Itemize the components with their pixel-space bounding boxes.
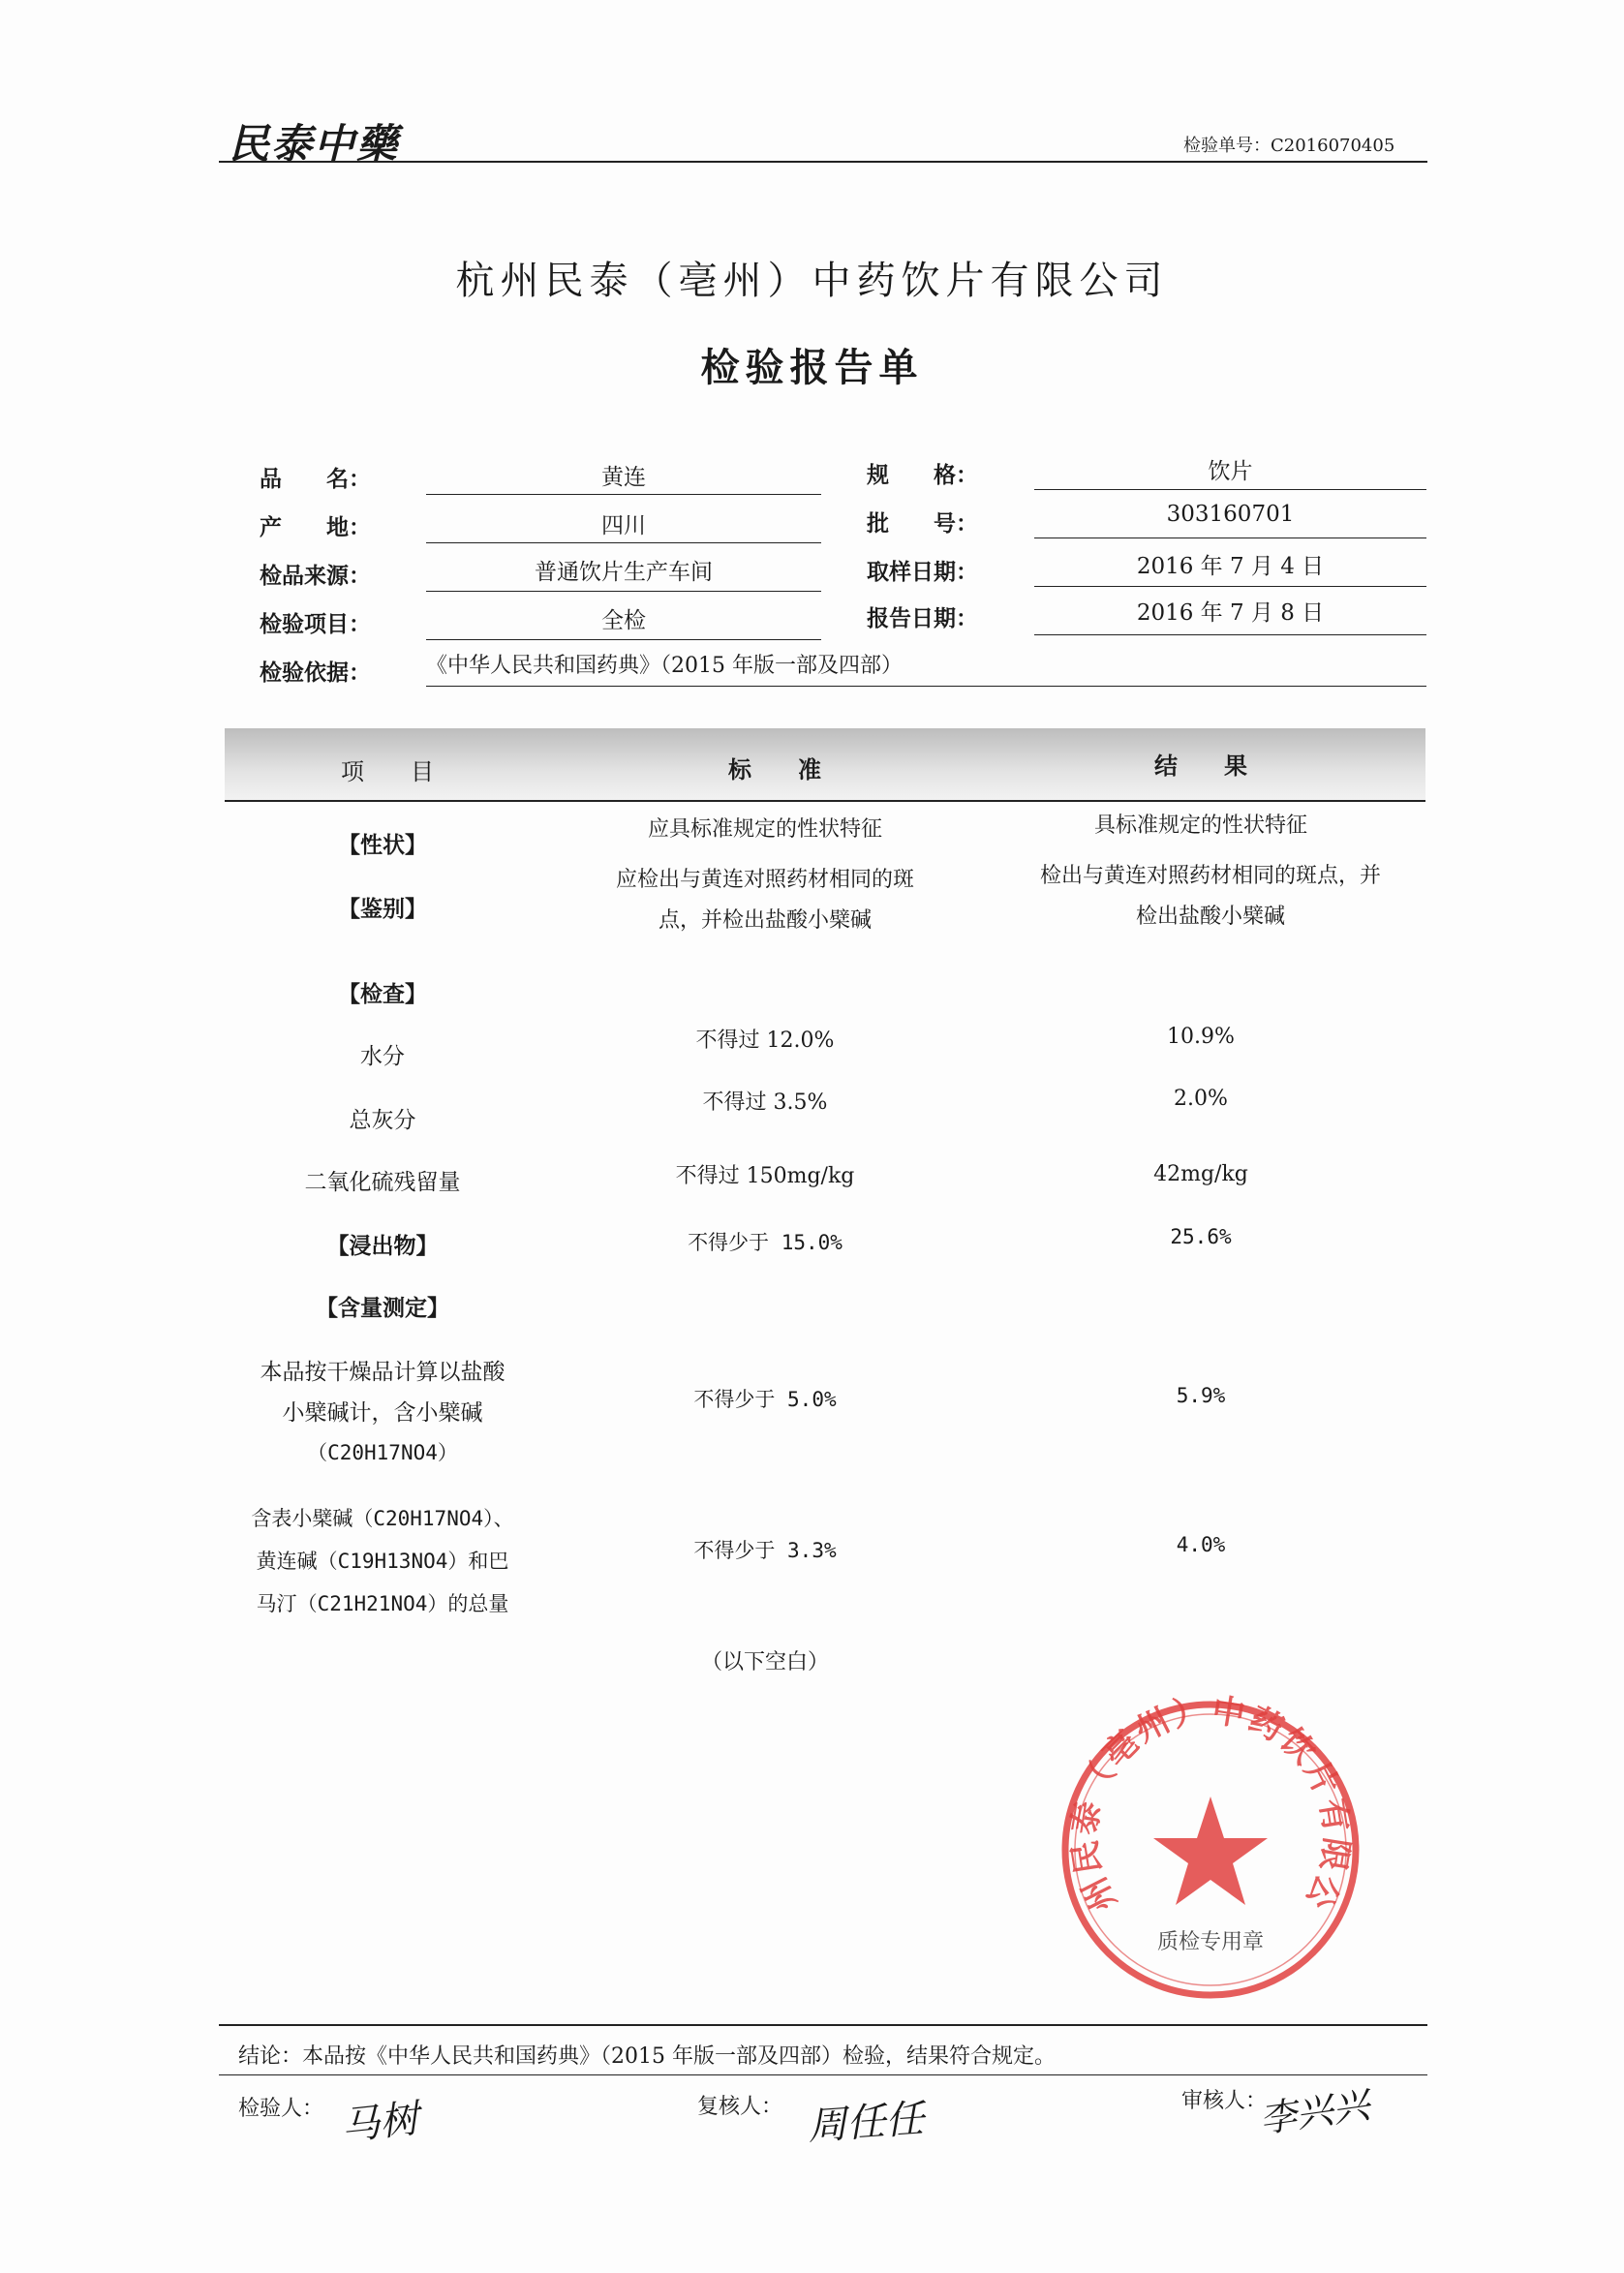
header-rule [219,161,1427,163]
row-total-item-3: 马汀（C21H21NO4）的总量 [256,1592,509,1615]
item-underline [426,639,821,640]
col-header-item: 项 目 [341,758,434,785]
row-water-standard: 不得过 12.0% [695,1029,835,1053]
row-berberine-standard: 不得少于 5.0% [693,1388,837,1411]
document-title: 检验报告单 [700,345,924,390]
row-traits-item: 【性状】 [338,832,427,858]
row-total-standard: 不得少于 3.3% [693,1539,837,1562]
row-extract-result: 25.6% [1170,1225,1232,1248]
row-so2-item: 二氧化硫残留量 [304,1170,461,1195]
conclusion-top-rule [219,2024,1427,2026]
row-water-item: 水分 [360,1044,405,1069]
reviewer-label: 复核人： [697,2095,783,2119]
col-header-result: 结 果 [1154,752,1247,780]
row-total-item-2: 黄连碱（C19H13NO4）和巴 [256,1550,509,1573]
row-total-item-1: 含表小檗碱（C20H17NO4）、 [251,1507,514,1530]
source-label: 检品来源： [260,563,371,589]
row-berberine-item-2: 小檗碱计，含小檗碱 [282,1400,483,1426]
inspector-signature: 马树 [339,2096,421,2150]
sample-date-value: 2016 年 7 月 4 日 [1136,554,1325,579]
name-label: 品 名： [260,466,371,492]
reviewer-signature: 周任任 [806,2096,926,2150]
svg-text:质检专用章: 质检专用章 [1156,1930,1265,1954]
company-logo: 民泰中藥 [229,120,400,168]
conclusion-text: 结论：本品按《中华人民共和国药典》（2015 年版一部及四部）检验，结果符合规定。 [238,2044,1056,2069]
row-ash-result: 2.0% [1174,1087,1228,1111]
batch-value: 303160701 [1166,502,1295,527]
row-check-item: 【检查】 [338,981,427,1007]
row-total-result: 4.0% [1176,1533,1226,1556]
sample-date-underline [1034,586,1426,587]
blank-below-note: （以下空白） [700,1650,829,1674]
origin-value: 四川 [601,513,646,538]
row-traits-result: 具标准规定的性状特征 [1093,814,1307,838]
report-date-value: 2016 年 7 月 8 日 [1136,600,1325,626]
origin-underline [426,542,821,543]
spec-value: 饮片 [1208,459,1253,484]
origin-label: 产 地： [260,514,371,540]
company-name: 杭州民泰（亳州）中药饮片有限公司 [455,259,1169,303]
row-water-result: 10.9% [1167,1025,1235,1049]
row-berberine-item-3: （C20H17NO4） [307,1441,458,1464]
row-traits-standard: 应具标准规定的性状特征 [647,817,882,842]
row-ident-item: 【鉴别】 [338,896,427,922]
approver-label: 审核人： [1181,2089,1268,2113]
table-header-rule [225,800,1425,802]
row-assay-item: 【含量测定】 [316,1295,449,1321]
row-ash-item: 总灰分 [349,1108,416,1133]
report-date-underline [1034,634,1426,635]
row-so2-result: 42mg/kg [1153,1162,1248,1186]
approver-signature: 李兴兴 [1256,2083,1373,2141]
col-header-standard: 标 准 [728,755,821,783]
row-ident-standard-1: 应检出与黄连对照药材相同的斑 [615,868,914,892]
row-berberine-result: 5.9% [1176,1384,1226,1407]
conclusion-bottom-rule [219,2074,1427,2075]
sample-date-label: 取样日期： [867,559,978,585]
spec-underline [1034,489,1426,490]
report-date-label: 报告日期： [867,605,978,631]
name-underline [426,494,821,495]
item-value: 全检 [601,608,646,633]
row-ident-result-2: 检出盐酸小檗碱 [1135,905,1285,929]
basis-underline [426,686,1426,687]
row-so2-standard: 不得过 150mg/kg [675,1164,855,1188]
basis-value: 《中华人民共和国药典》（2015 年版一部及四部） [426,654,903,678]
row-extract-standard: 不得少于 15.0% [688,1231,843,1254]
spec-label: 规 格： [867,462,978,488]
batch-label: 批 号： [867,510,978,537]
source-underline [426,591,821,592]
basis-label: 检验依据： [260,660,371,686]
report-number: 检验单号：C2016070405 [1183,136,1395,156]
row-berberine-item-1: 本品按干燥品计算以盐酸 [260,1360,506,1385]
row-ident-standard-2: 点，并检出盐酸小檗碱 [658,908,872,933]
inspector-label: 检验人： [238,2097,324,2121]
official-seal [1056,1695,1365,2005]
item-label: 检验项目： [260,611,371,637]
row-ash-standard: 不得过 3.5% [702,1090,828,1115]
row-ident-result-1: 检出与黄连对照药材相同的斑点，并 [1039,864,1381,888]
svg-text:杭州民泰（亳州）中药饮片有限公司: 州民泰（亳州）中药饮片有限公 [1064,1695,1357,1918]
source-value: 普通饮片生产车间 [535,560,713,585]
product-name: 黄连 [601,465,646,490]
row-extract-item: 【浸出物】 [326,1233,439,1259]
